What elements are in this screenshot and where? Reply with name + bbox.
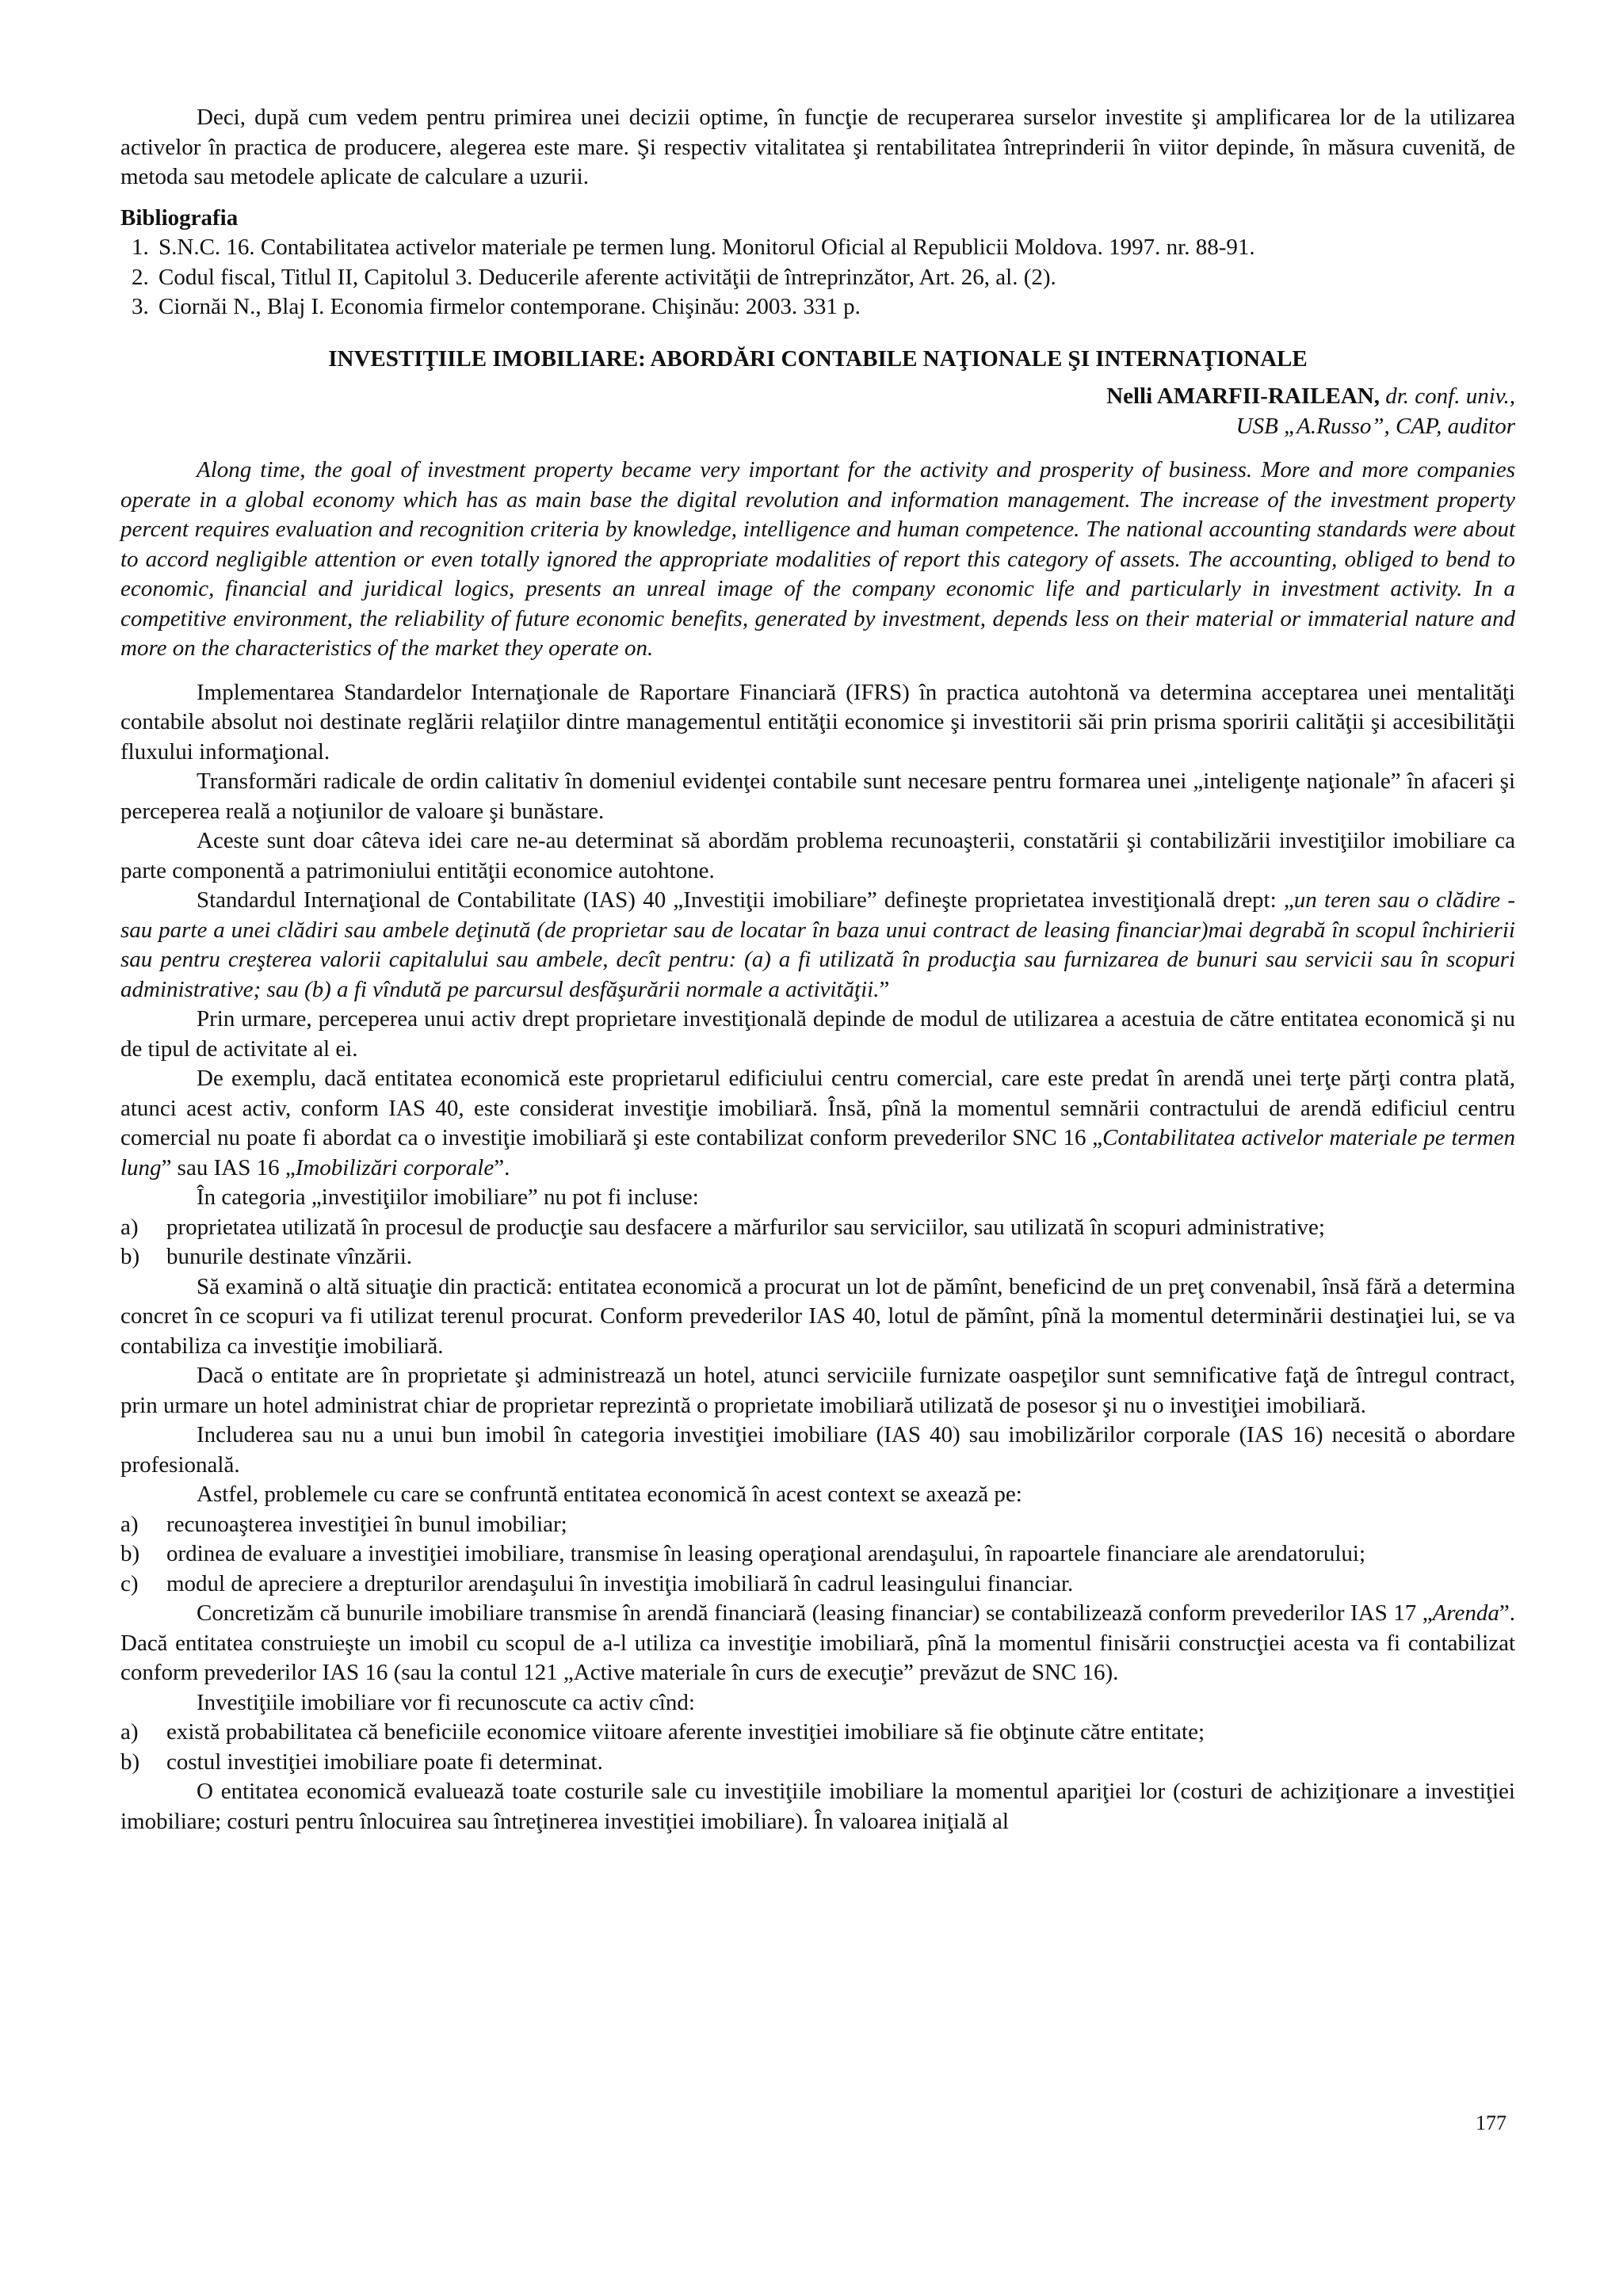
list-marker: a) [120, 1511, 139, 1537]
recognition-list [120, 1718, 1515, 1777]
italic-reference: Imobilizări corporale [295, 1154, 495, 1180]
body-paragraph: În categoria „investiţiilor imobiliare” nu pot fi incluse: [197, 1184, 699, 1210]
bibliography-list [120, 233, 1515, 322]
author-title: dr. conf. univ., [1379, 383, 1515, 409]
bibliography-text: S.N.C. 16. Contabilitatea activelor materiale pe termen lung. Monitorul Oficial al Republicii Moldova. 1997. nr. 88-91. [158, 235, 1255, 260]
list-item [120, 1539, 1515, 1569]
body-paragraph: Includerea sau nu a unui bun imobil în categoria investiţiei imobiliare (IAS 40) sau imobilizărilor corporale (IAS 16) necesită o abordare profesională. [120, 1422, 1515, 1478]
body-paragraph: Investiţiile imobiliare vor fi recunoscute ca activ cînd: [197, 1689, 695, 1715]
text-run: ” [879, 976, 890, 1002]
list-marker: b) [120, 1749, 140, 1775]
list-item [120, 1213, 1515, 1243]
text-run: De exemplu, dacă entitatea economică este proprietarul edificiului centru comercial, care este predat în arendă unei terţe părţi contra plată, atunci acest activ, conform IAS 40, este considerat investiţie imobiliară. Însă, pînă la momentul semnării contractului de arendă edificiul centru comercial nu poate fi abordat ca o investiţie imobiliară şi este contabilizat conform prevederilor SNC 16 „ [120, 1066, 1515, 1150]
bibliography-number: 1. [132, 235, 149, 260]
author-line [120, 382, 1515, 412]
article-title: INVESTIŢIILE IMOBILIARE: ABORDĂRI CONTABILE NAŢIONALE ŞI INTERNAŢIONALE [328, 345, 1308, 372]
list-item [120, 1569, 1515, 1600]
text-run: ”. [494, 1154, 510, 1180]
list-marker: b) [120, 1244, 140, 1269]
page-number: 177 [1476, 2111, 1507, 2134]
body-paragraph: Transformări radicale de ordin calitativ în domeniul evidenţei contabile sunt necesare pentru formarea unei „inteligenţe naţionale” în afaceri şi perceperea reală a noţiunilor de valoare şi bunăstare. [120, 769, 1515, 824]
author-name: Nelli AMARFII-RAILEAN, [1106, 383, 1380, 409]
abstract: Along time, the goal of investment property became very important for the activity and prosperity of business. More and more companies operate in a global economy which has as main base the digital revolution and information management. The increase of the investment property percent requires evaluation and recognition criteria by knowledge, intelligence and human competence. The national accounting standards were about to accord negligible attention or even totally ignored the appropriate modalities of report this category of assets. The accounting, obliged to bend to economic, financial and juridical logics, presents an unreal image of the company economic life and particularly in investment activity. In a competitive environment, the reliability of future economic benefits, generated by investment, depends less on their material or immaterial nature and more on the characteristics of the market they operate on. [120, 457, 1515, 661]
italic-reference: Contabilitatea activelor materiale pe termen lung [120, 1125, 1515, 1180]
list-text: recunoaşterea investiţiei în bunul imobiliar; [166, 1511, 567, 1537]
ias40-definition-paragraph [120, 886, 1515, 1005]
list-text: există probabilitatea că beneficiile economice viitoare aferente investiţiei imobiliare să fie obţinute către entitate; [166, 1719, 1205, 1745]
problems-list [120, 1510, 1515, 1600]
italic-reference: Arenda [1432, 1600, 1499, 1626]
exclusion-list [120, 1213, 1515, 1272]
bibliography-heading: Bibliografia [120, 204, 239, 231]
quoted-definition: un teren sau o clădire - sau parte a unei clădiri sau ambele deţinută (de proprietar sau de locatar în baza unui contract de leasing financiar)mai degrabă în scopul închirierii sau pentru creşterea valorii capitalului sau ambele, decît pentru: (a) a fi utilizată în producţia sau furnizarea de bunuri sau servicii sau în scopuri administrative; sau (b) a fi vîndută pe parcursul desfăşurării normale a activităţii. [120, 887, 1515, 1002]
body-paragraph: O entitatea economică evaluează toate costurile sale cu investiţiile imobiliare la momentul apariţiei lor (costuri de achiziţionare a investiţiei imobiliare; costuri pentru înlocuirea sau întreţinerea investiţiei imobiliare). În valoarea iniţială al [120, 1779, 1515, 1834]
body-paragraph: Implementarea Standardelor Internaţionale de Raportare Financiară (IFRS) în practica autohtonă va determina acceptarea unei mentalităţi contabile absolut noi destinate reglării relaţiilor dintre managementul entităţii economice şi investitorii săi prin prisma sporirii calităţii şi accesibilităţii fluxului informaţional. [120, 679, 1515, 765]
list-text: modul de apreciere a drepturilor arendaşului în investiţia imobiliară în cadrul leasingului financiar. [166, 1570, 1074, 1596]
text-run: Concretizăm că bunurile imobiliare transmise în arendă financiară (leasing financiar) se contabilizează conform prevederilor IAS 17 „ [197, 1600, 1433, 1626]
example-paragraph [120, 1064, 1515, 1183]
author-affiliation: USB „A.Russo”, CAP, auditor [1235, 413, 1515, 439]
text-run: ” sau IAS 16 „ [161, 1154, 296, 1180]
bibliography-item [120, 292, 1515, 322]
body-paragraph: Prin urmare, perceperea unui activ drept proprietare investiţională depinde de modul de utilizarea a acestuia de către entitatea economică şi nu de tipul de activitate al ei. [120, 1006, 1515, 1062]
list-text: costul investiţiei imobiliare poate fi determinat. [166, 1749, 603, 1775]
bibliography-text: Ciornăi N., Blaj I. Economia firmelor contemporane. Chişinău: 2003. 331 p. [158, 294, 861, 319]
body-paragraph: Dacă o entitate are în proprietate şi administrează un hotel, atunci serviciile furnizate oaspeţilor sunt semnificative faţă de întregul contract, prin urmare un hotel administrat chiar de proprietar reprezintă o proprietate imobiliară utilizată de posesor şi nu o investiţiei imobiliară. [120, 1363, 1515, 1418]
list-marker: a) [120, 1719, 139, 1745]
list-item [120, 1242, 1515, 1272]
page-body [120, 103, 1515, 1836]
body-paragraph: Aceste sunt doar câteva idei care ne-au determinat să abordăm problema recunoaşterii, constatării şi contabilizării investiţiilor imobiliare ca parte componentă a patrimoniului entităţii economice autohtone. [120, 828, 1515, 883]
intro-paragraph: Deci, după cum vedem pentru primirea unei decizii optime, în funcţie de recuperarea surselor investite şi amplificarea lor de la utilizarea activelor în practica de producere, alegerea este mare. Şi respectiv vitalitatea şi rentabilitatea întreprinderii în viitor depinde, în măsura cuvenită, de metoda sau metodele aplicate de calculare a uzurii. [120, 105, 1515, 189]
bibliography-number: 3. [132, 294, 149, 319]
bibliography-item [120, 263, 1515, 293]
list-marker: b) [120, 1541, 140, 1566]
body-paragraph: Astfel, problemele cu care se confruntă entitatea economică în acest context se axează pe: [197, 1482, 1022, 1507]
list-item [120, 1748, 1515, 1778]
text-run: ”. Dacă entitatea construieşte un imobil cu scopul de a-l utiliza ca investiţie imobiliară, pînă la momentul finisării construcţiei acesta va fi contabilizat conform prevederilor IAS 16 (sau la contul 121 „Active materiale în curs de execuţie” prevăzut de SNC 16). [120, 1600, 1515, 1685]
list-marker: c) [120, 1570, 139, 1596]
list-text: ordinea de evaluare a investiţiei imobiliare, transmise în leasing operaţional arendaşului, în rapoartele financiare ale arendatorului; [166, 1541, 1366, 1566]
list-text: bunurile destinate vînzării. [166, 1244, 413, 1269]
bibliography-text: Codul fiscal, Titlul II, Capitolul 3. Deducerile aferente activităţii de întreprinzător, Art. 26, al. (2). [158, 264, 1056, 290]
bibliography-item [120, 233, 1515, 263]
list-marker: a) [120, 1214, 139, 1240]
leasing-paragraph [120, 1599, 1515, 1688]
list-text: proprietatea utilizată în procesul de producţie sau desfacere a mărfurilor sau serviciilor, sau utilizată în scopuri administrative; [166, 1214, 1325, 1240]
bibliography-number: 2. [132, 264, 149, 290]
body-paragraph: Să examină o altă situaţie din practică: entitatea economică a procurat un lot de pămînt, beneficind de un preţ convenabil, însă fără a determina concret în ce scopuri va fi utilizat terenul procurat. Conform prevederilor IAS 40, lotul de pămînt, pînă la momentul determinării destinaţiei lui, se va contabiliza ca investiţie imobiliară. [120, 1273, 1515, 1359]
author-block [120, 382, 1515, 441]
text-run: Standardul Internaţional de Contabilitate (IAS) 40 „Investiţii imobiliare” defineşte proprietatea investiţională drept: „ [197, 887, 1294, 913]
list-item [120, 1510, 1515, 1540]
list-item [120, 1718, 1515, 1748]
